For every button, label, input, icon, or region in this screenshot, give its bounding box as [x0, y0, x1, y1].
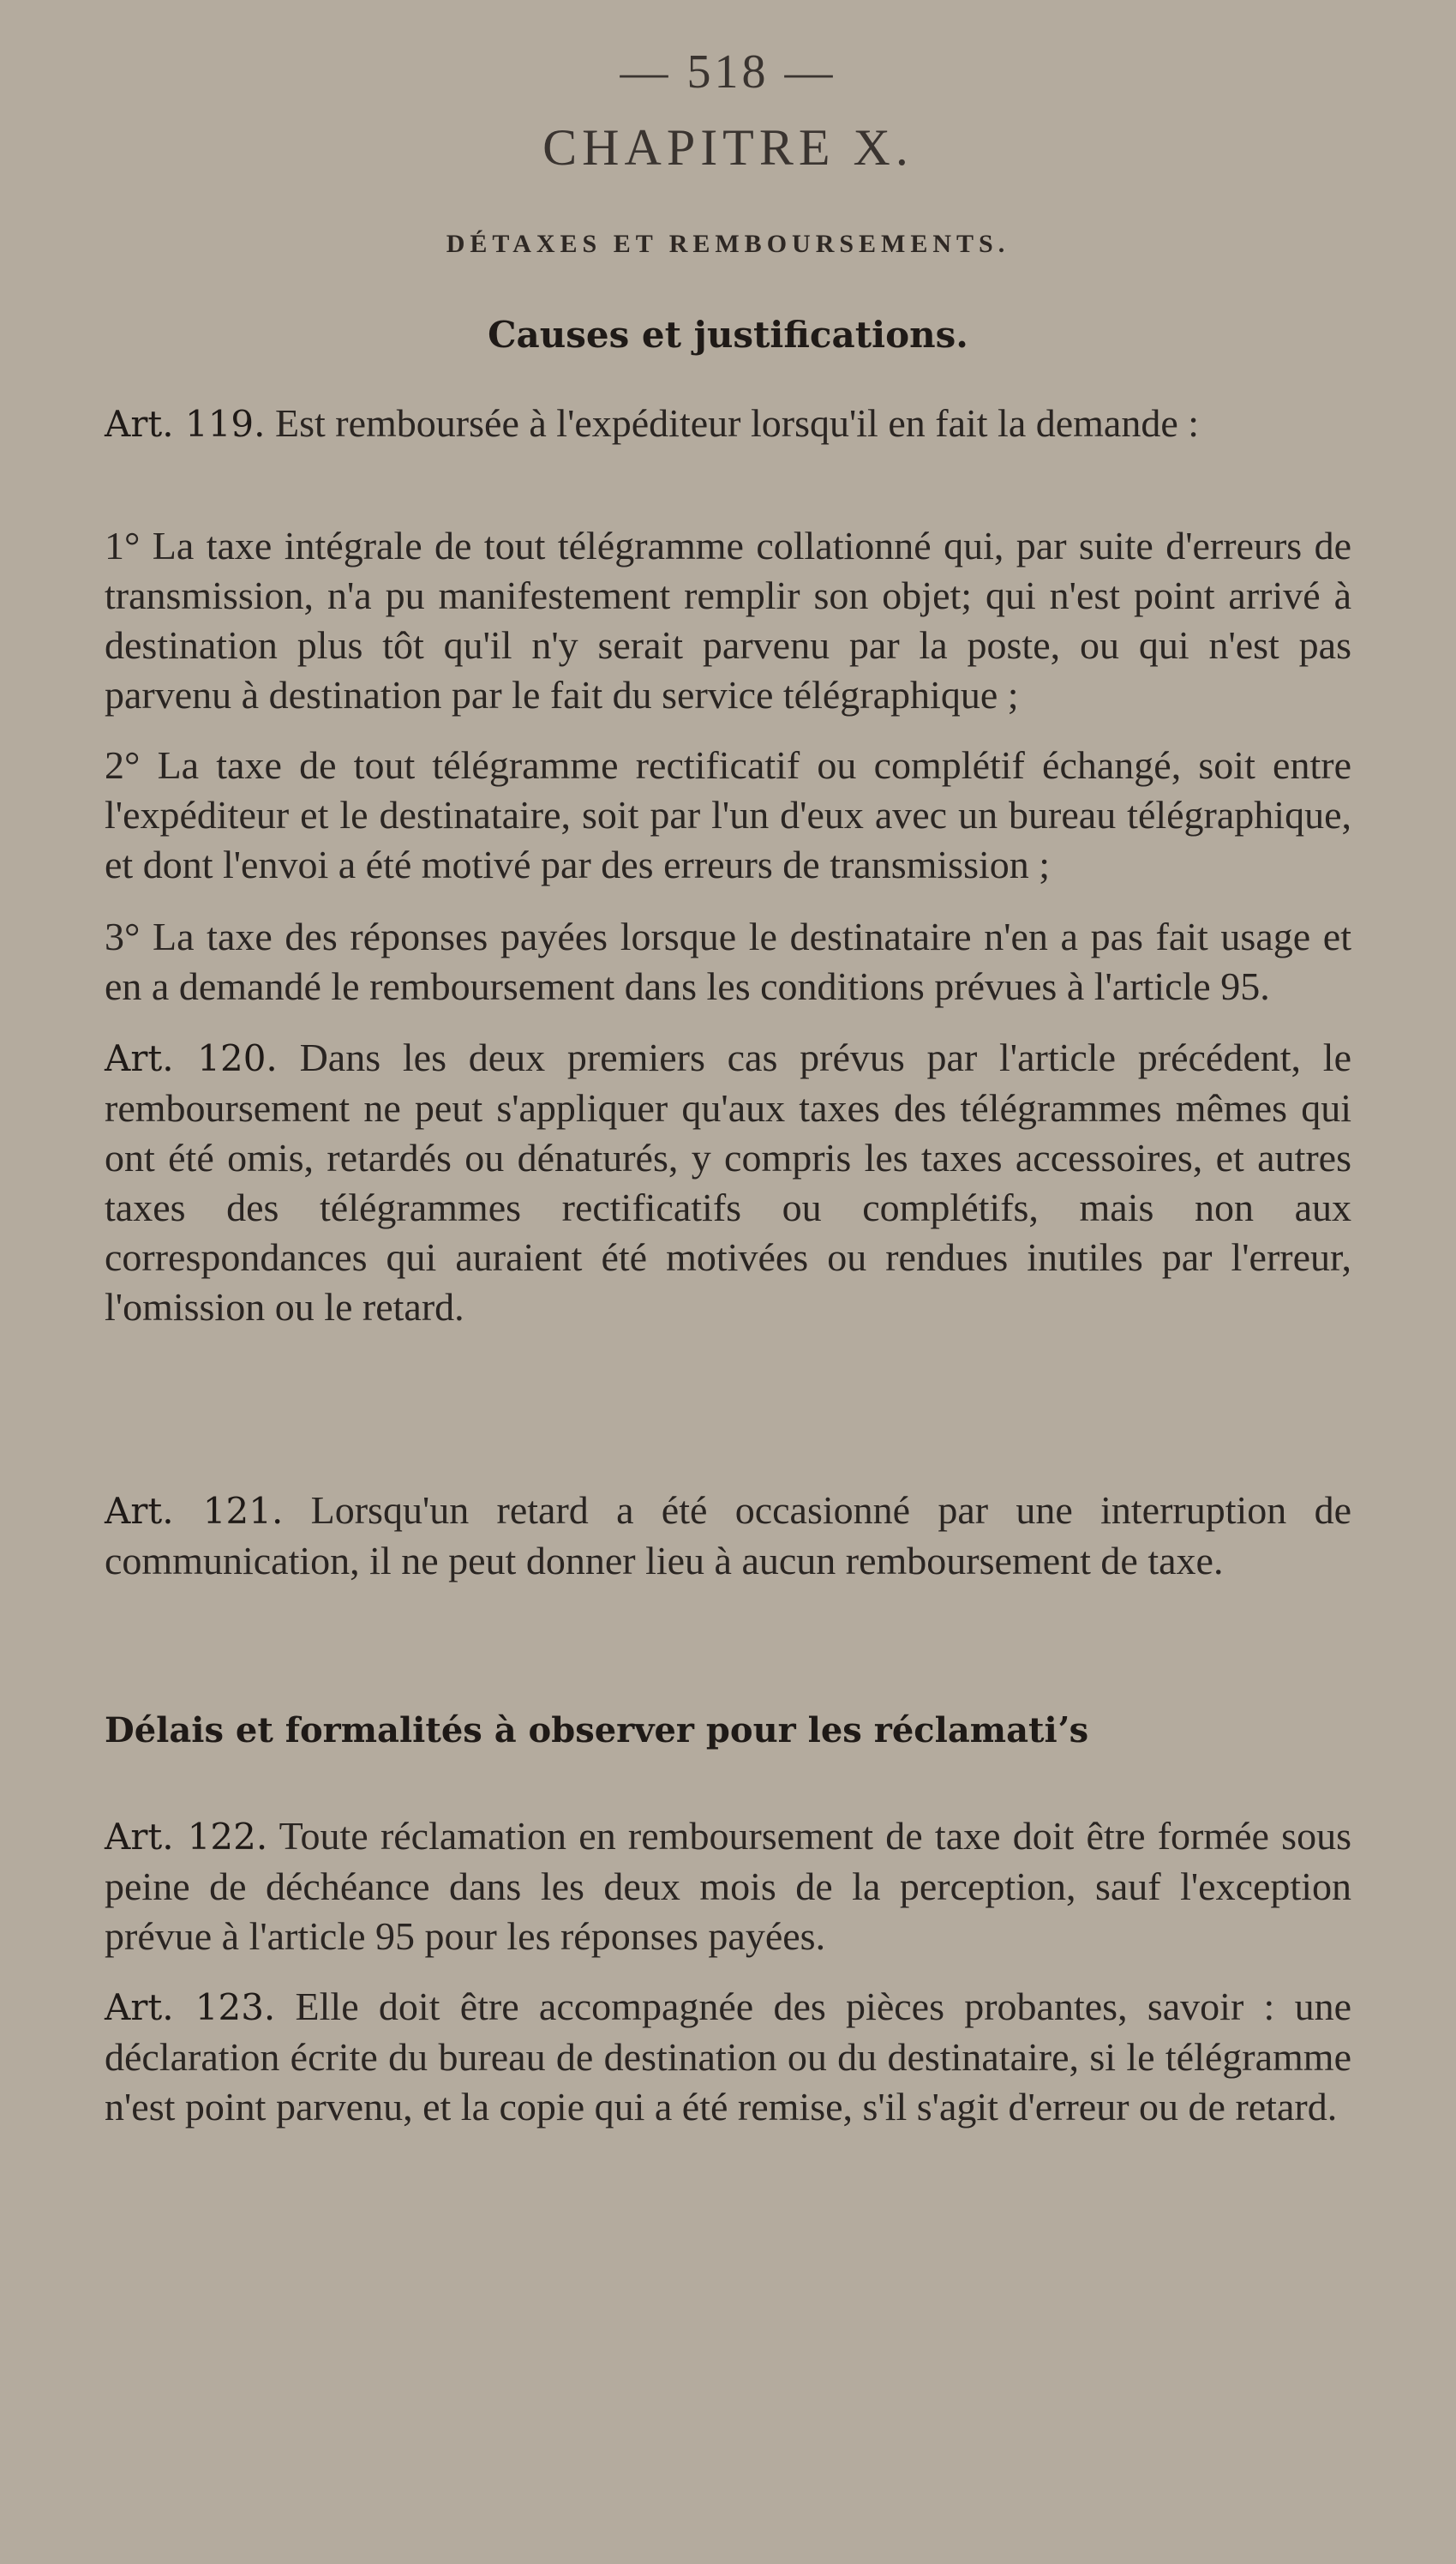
article-120-text: Dans les deux premiers cas prévus par l'article précédent, le remboursement ne peut s'appliquer qu'aux taxes des télégrammes mêmes qui ont été omis, retardés ou dénaturés, y compris les taxes accessoires, et autres taxes des télégrammes rectificatifs ou complétifs, mais non aux correspondances qui auraient été motivées ou rendues inutiles par l'erreur, l'omission ou le retard.	[105, 1036, 1352, 1329]
article-120	[105, 1033, 1351, 1332]
article-120-label: Art. 120.	[105, 1037, 278, 1079]
article-121	[105, 1486, 1351, 1586]
article-121-label: Art. 121.	[105, 1490, 284, 1532]
chapter-title: CHAPITRE X.	[542, 119, 914, 176]
article-122-text: Toute réclamation en remboursement de taxe doit être formée sous peine de déchéance dans les deux mois de la perception, sauf l'exception prévue à l'article 95 pour les réponses payées.	[105, 1814, 1351, 1958]
subheading-causes: Causes et justifications.	[488, 314, 968, 356]
article-123-label: Art. 123.	[105, 1986, 276, 2028]
article-119-text: Est remboursée à l'expéditeur lorsqu'il en fait la demande :	[275, 401, 1200, 445]
page-number: — 518 —	[620, 45, 836, 99]
article-123-text: Elle doit être accompagnée des pièces probantes, savoir : une déclaration écrite du bureau de destination ou du destinataire, si le télégramme n'est point parvenu, et la copie qui a été remise, s'il s'agit d'erreur ou de retard.	[105, 1985, 1351, 2129]
subheading-delais: Délais et formalités à observer pour les réclamatiʼs	[105, 1710, 1089, 1750]
section-title: DÉTAXES ET REMBOURSEMENTS.	[446, 230, 1010, 258]
article-121-text: Lorsqu'un retard a été occasionné par une interruption de communication, il ne peut donner lieu à aucun remboursement de taxe.	[105, 1488, 1352, 1582]
article-123	[105, 1982, 1351, 2132]
article-119-label: Art. 119.	[105, 403, 266, 445]
article-119-item-2: 2° La taxe de tout télégramme rectificatif ou complétif échangé, soit entre l'expéditeur et le destinataire, soit par l'un d'eux avec un bureau télégraphique, et dont l'envoi a été motivé par des erreurs de transmission ;	[105, 743, 1351, 886]
article-122-label: Art. 122.	[105, 1816, 268, 1858]
article-119-item-3: 3° La taxe des réponses payées lorsque le destinataire n'en a pas fait usage et en a demandé le remboursement dans les conditions prévues à l'article 95.	[105, 915, 1351, 1008]
article-119	[105, 399, 1351, 449]
article-119-item-1: 1° La taxe intégrale de tout télégramme collationné qui, par suite d'erreurs de transmission, n'a pu manifestement remplir son objet; qui n'est point arrivé à destination plus tôt qu'il n'y serait parvenu par la poste, ou qui n'est pas parvenu à destination par le fait du service télégraphique ;	[105, 524, 1351, 717]
article-122	[105, 1811, 1351, 1961]
